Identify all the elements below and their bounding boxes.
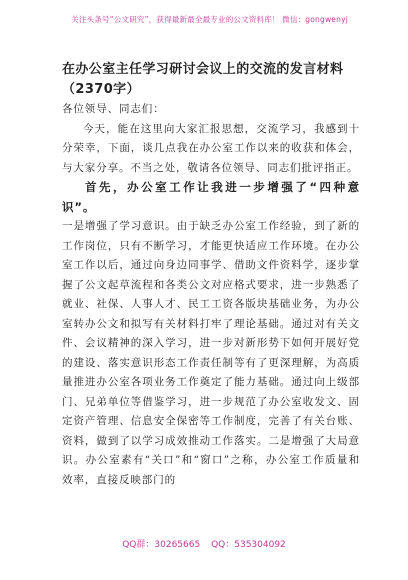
document-body — [62, 100, 360, 490]
header-promo-text[interactable]: 关注头条号“公文研究”，获得最新最全最专业的公文资料库！ 微信：gongwenyj — [71, 15, 348, 24]
footer-qq-group: QQ群：30265665 — [122, 540, 201, 550]
intro-paragraph: 今天，能在这里向大家汇报思想，交流学习，我感到十分荣幸，下面，谈几点我在办公室工作以来的收获和体会，与大家分享。不当之处，敬请各位领导、同志们批评指正。 — [62, 122, 360, 174]
section-heading: 首先，办公室工作让我进一步增强了“四种意识”。 — [62, 180, 360, 214]
salutation: 各位领导、同志们： — [62, 103, 165, 115]
section-body-paragraph: 一是增强了学习意识。由于缺乏办公室工作经验，到了新的工作岗位，只有不断学习，才能更快适应工作环境。在办公室工作以后，通过向身边同事学、借助文件资料学，逐步掌握了公文起草流程和各类公文对应格式要求，进一步熟悉了就业、社保、人事人才、民工工资各版块基础业务，为办公室转办公文和拟写有关材料打牢了理论基础。通过对有关文件、会议精神的深入学习，进一步对新形势下如何开展好党的建设、落实意识形态工作责任制等有了更深理解，为高质量推进办公室各项业务工作奠定了能力基础。通过向上级部门、兄弟单位等借鉴学习，进一步规范了办公室收发文、固定资产管理、信息安全保密等工作制度，完善了有关台账、资料，做到了以学习成效推动工作落实。二是增强了大局意识。办公室素有“关口”和“窗口”之称，办公室工作质量和效率，直接反映部门的 — [62, 220, 360, 486]
footer-contact — [0, 537, 408, 550]
footer-qq: QQ：535304092 — [211, 540, 286, 550]
document-title: 在办公室主任学习研讨会议上的交流的发言材料（2370字） — [62, 62, 344, 97]
